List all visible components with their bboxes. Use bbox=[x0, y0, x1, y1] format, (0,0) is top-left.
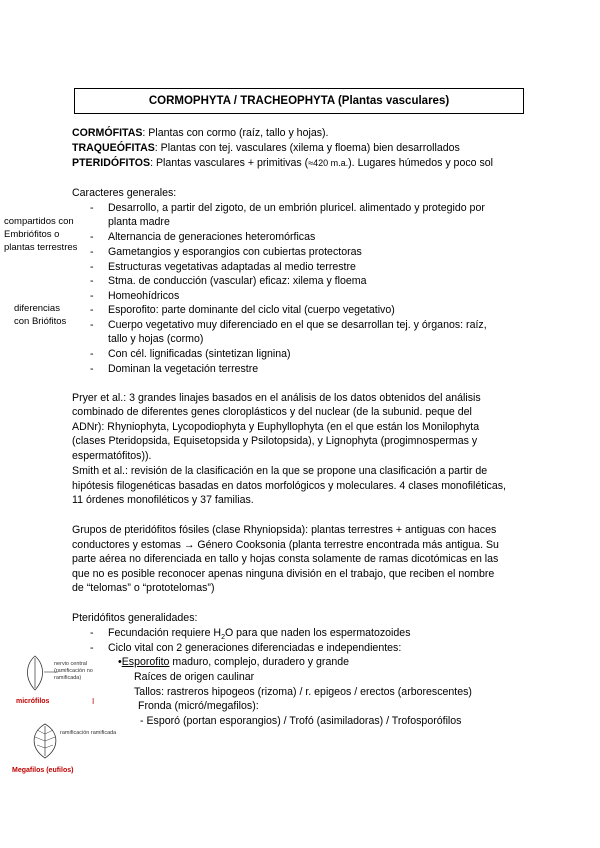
def-pteridofitos bbox=[72, 157, 493, 169]
sub-item: Tallos: rastreros hipogeos (rizoma) / r. epigeos / erectos (arborescentes) bbox=[134, 686, 472, 698]
def-text2: ). Lugares húmedos y poco sol bbox=[348, 157, 494, 169]
sub-item: Fronda (micró/megafilos): bbox=[138, 700, 259, 712]
dash-bullet: - bbox=[90, 642, 94, 654]
list-item: Gametangios y esporangios con cubiertas protectoras bbox=[108, 246, 362, 258]
dash-bullet: - bbox=[90, 290, 94, 302]
def-term: TRAQUEÓFITAS bbox=[72, 142, 155, 154]
paragraph-line: parte aérea no diferenciada en tallo y hojas consta solamente de ramas dicotómicas en las bbox=[72, 553, 499, 565]
list-item: Estructuras vegetativas adaptadas al medio terrestre bbox=[108, 261, 356, 273]
paragraph-line: Smith et al.: revisión de la clasificación en la que se propone una clasificación a partir de bbox=[72, 465, 488, 477]
paragraph-line: Pryer et al.: 3 grandes linajes basados en el análisis de los datos obtenidos del análisis bbox=[72, 392, 481, 404]
dash-bullet: - bbox=[90, 627, 94, 639]
def-term: PTERIDÓFITOS bbox=[72, 157, 151, 169]
list-item-continuation: tallo y hojas (cormo) bbox=[108, 333, 204, 345]
mega-note: ramificación ramificada bbox=[60, 730, 117, 736]
paragraph-line: espermatófitos)). bbox=[72, 450, 152, 462]
micro-note-line: ramificada) bbox=[54, 675, 82, 681]
list-item: Cuerpo vegetativo muy diferenciado en el que se desarrollan tej. y órganos: raíz, bbox=[108, 319, 487, 331]
def-traqueofitas bbox=[72, 142, 460, 154]
list-item: Stma. de conducción (vascular) eficaz: xilema y floema bbox=[108, 275, 367, 287]
mega-label: Megafilos (eufilos) bbox=[12, 767, 74, 774]
mark-tick: I bbox=[92, 697, 95, 706]
list-item: Alternancia de generaciones heteromórficas bbox=[108, 231, 316, 243]
list-item: Con cél. lignificadas (sintetizan lignina) bbox=[108, 348, 291, 360]
def-cormofitas bbox=[72, 127, 328, 139]
dash-bullet: - bbox=[90, 231, 94, 243]
paragraph-line: (clases Pteridopsida, Equisetopsida y Psilotopsida), y Lignophyta (progimnospermas y bbox=[72, 435, 478, 447]
page-title: CORMOPHYTA / TRACHEOPHYTA (Plantas vasculares) bbox=[74, 88, 524, 114]
esporofito-line bbox=[118, 656, 349, 668]
dash-bullet: - bbox=[90, 304, 94, 316]
side-note-line: con Briófitos bbox=[14, 316, 67, 327]
paragraph-line: que no es posible reconocer apenas ninguna división en el trabajo, que reciben el nombre bbox=[72, 568, 495, 580]
paragraph-line: de “telomas” o “prototelomas”) bbox=[72, 582, 215, 594]
paragraph-line: conductores y estomas → Género Cooksonia (planta terrestre encontrada más antigua. Su bbox=[72, 539, 499, 551]
item-text: Fecundación requiere H bbox=[108, 627, 222, 639]
dash-bullet: - bbox=[90, 261, 94, 273]
bullet-dot: • bbox=[118, 656, 122, 668]
sub-item: - Esporó (portan esporangios) / Trofó (asimiladoras) / Trofosporófilos bbox=[140, 715, 462, 727]
micro-note-line: (ramificación no bbox=[54, 668, 93, 674]
esporofito-rest: maduro, complejo, duradero y grande bbox=[169, 656, 350, 668]
item-text: O para que naden los espermatozoides bbox=[224, 627, 411, 639]
side-note-line: Embriófitos o bbox=[4, 229, 60, 240]
list-item bbox=[108, 627, 411, 641]
list-item: Esporofito: parte dominante del ciclo vital (cuerpo vegetativo) bbox=[108, 304, 395, 316]
list-item: Dominan la vegetación terrestre bbox=[108, 363, 259, 375]
def-text: : Plantas con cormo (raíz, tallo y hojas). bbox=[142, 127, 329, 139]
def-text: : Plantas con tej. vasculares (xilema y floema) bien desarrollados bbox=[154, 142, 460, 154]
generalidades-heading: Pteridófitos generalidades: bbox=[72, 612, 198, 624]
def-text: : Plantas vasculares + primitivas ( bbox=[150, 157, 309, 169]
esporofito-label: Esporofito bbox=[121, 656, 170, 668]
dash-bullet: - bbox=[90, 202, 94, 214]
paragraph-line: hipótesis filogenéticas basadas en datos morfológicos y moleculares. 4 clases monofiléticas, bbox=[72, 480, 506, 492]
side-note-line: compartidos con bbox=[4, 216, 74, 227]
dash-bullet: - bbox=[90, 319, 94, 331]
sub-item: Raíces de origen caulinar bbox=[134, 671, 255, 683]
subscript: 2 bbox=[221, 634, 225, 642]
list-item: Desarrollo, a partir del zigoto, de un embrión pluricel. alimentado y protegido por bbox=[108, 202, 485, 214]
side-note-line: plantas terrestres bbox=[4, 242, 78, 253]
paragraph-line: combinado de diferentes genes cloroplásticos y del nuclear (de la subunid. peque del bbox=[72, 406, 472, 418]
dash-bullet: - bbox=[90, 246, 94, 258]
micro-label: micrófilos bbox=[16, 698, 50, 705]
side-note-line: diferencias bbox=[14, 303, 60, 314]
dash-bullet: - bbox=[90, 275, 94, 287]
dash-bullet: - bbox=[90, 363, 94, 375]
dash-bullet: - bbox=[90, 348, 94, 360]
megaphyll-leaf-icon bbox=[28, 722, 62, 760]
def-small: ≈420 m.a. bbox=[308, 158, 349, 168]
caracteres-heading: Caracteres generales: bbox=[72, 187, 177, 199]
list-item: Ciclo vital con 2 generaciones diferenciadas e independientes: bbox=[108, 642, 402, 654]
list-item-continuation: planta madre bbox=[108, 216, 170, 228]
micro-note-line: nervio central bbox=[54, 661, 88, 667]
paragraph-line: ADNr): Rhyniophyta, Lycopodiophyta y Euphyllophyta (en el que están los Monilophyta bbox=[72, 421, 480, 433]
paragraph-line: Grupos de pteridófitos fósiles (clase Rhyniopsida): plantas terrestres + antiguas con haces bbox=[72, 524, 497, 536]
def-term: CORMÓFITAS bbox=[72, 127, 143, 139]
list-item: Homeohídricos bbox=[108, 290, 180, 302]
paragraph-line: 11 órdenes monofiléticos y 37 familias. bbox=[72, 494, 254, 506]
